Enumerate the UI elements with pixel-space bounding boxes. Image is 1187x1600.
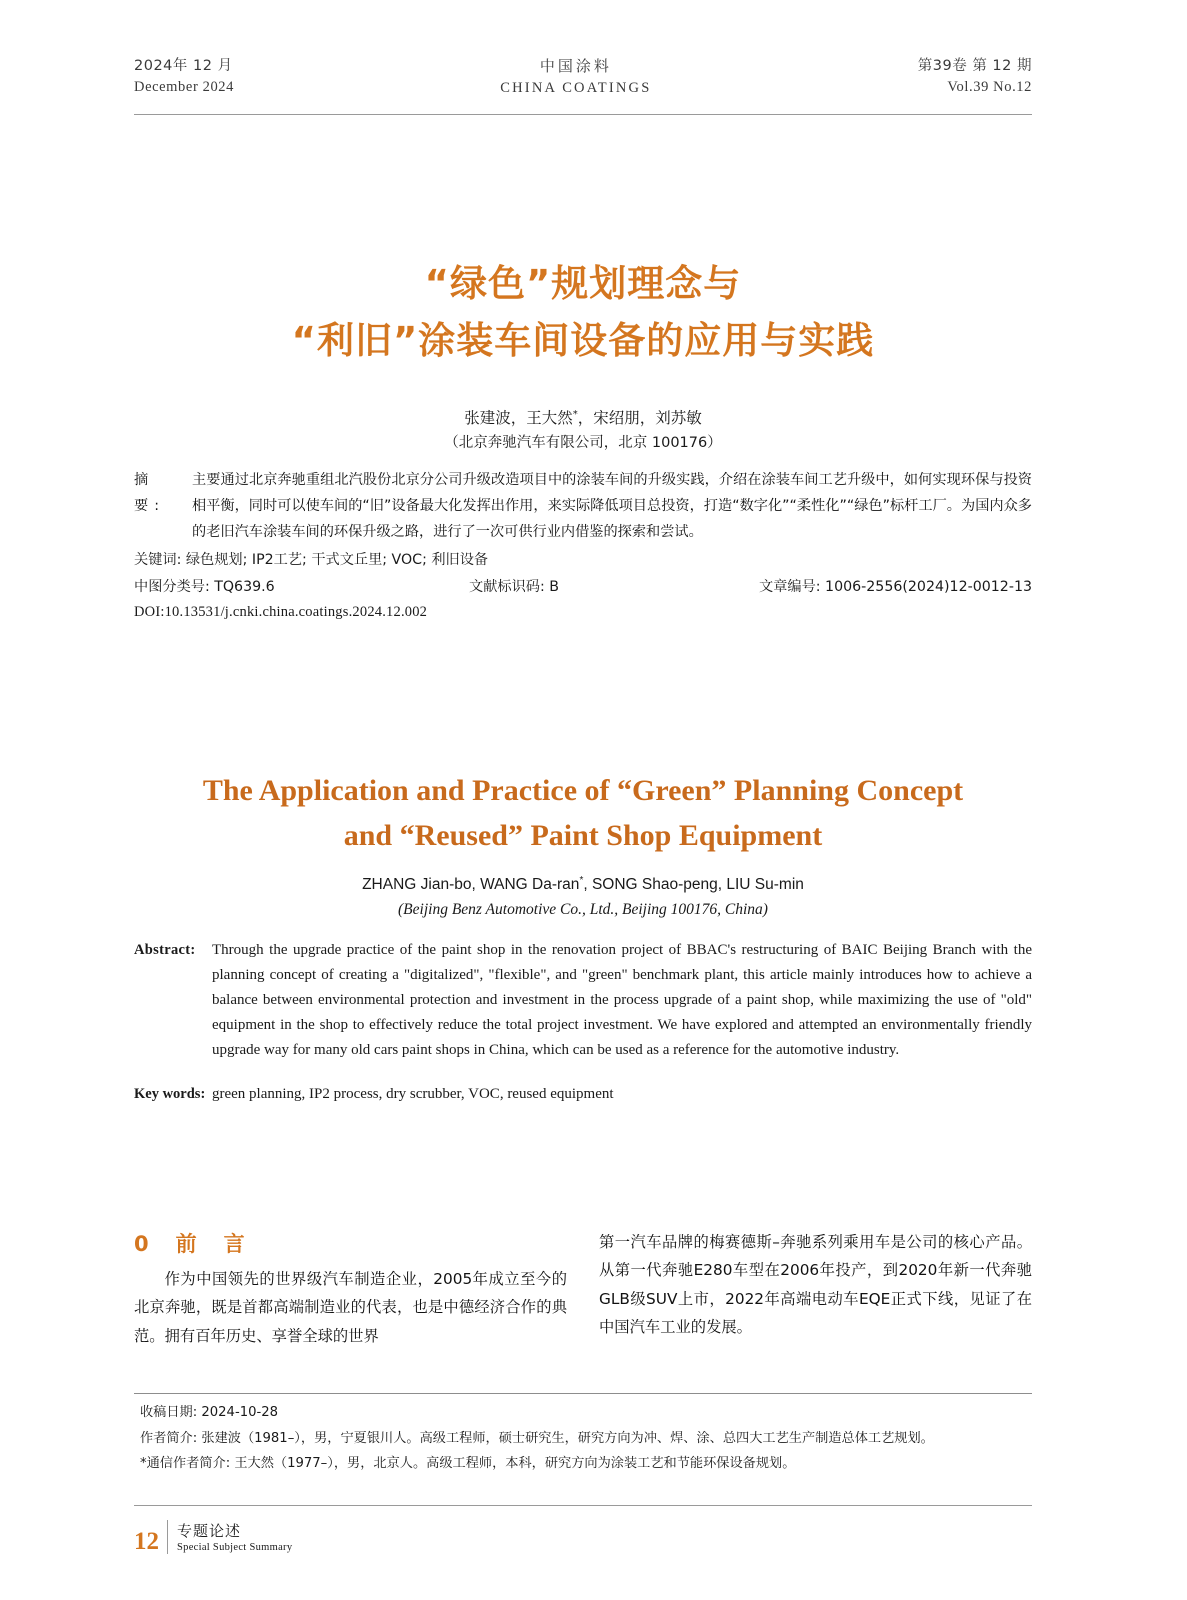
chinese-title-line-1: “绿色”规划理念与 bbox=[424, 262, 742, 305]
chinese-keywords: 关键词: 绿色规划; IP2工艺; 干式文丘里; VOC; 利旧设备 bbox=[134, 552, 489, 568]
english-abstract-label: Abstract: bbox=[134, 942, 196, 958]
english-abstract bbox=[134, 938, 1032, 1062]
volume-issue-cn: 第39卷 第 12 期 bbox=[917, 58, 1032, 74]
journal-name-cn: 中国涂料 bbox=[539, 57, 612, 75]
footnote-divider bbox=[134, 1393, 1032, 1394]
english-authors-head: ZHANG Jian-bo, WANG Da-ran bbox=[362, 876, 580, 894]
english-keywords bbox=[134, 1086, 1032, 1103]
doi: DOI:10.13531/j.cnki.china.coatings.2024.12.002 bbox=[134, 604, 428, 620]
body-paragraph-left: 作为中国领先的世界级汽车制造企业，2005年成立至今的北京奔驰，既是首都高端制造业的代表，也是中德经济合作的典范。拥有百年历史、享誉全球的世界 bbox=[134, 1270, 567, 1345]
english-affiliation: (Beijing Benz Automotive Co., Ltd., Beijing 100176, China) bbox=[398, 901, 768, 918]
article-id: 文章编号: 1006-2556(2024)12-0012-13 bbox=[759, 579, 1032, 595]
chinese-abstract-text: 主要通过北京奔驰重组北汽股份北京分公司升级改造项目中的涂装车间的升级实践，介绍在涂装车间工艺升级中，如何实现环保与投资相平衡，同时可以使车间的“旧”设备最大化发挥出作用，来实际降低项目总投资，打造“数字化”“柔性化”“绿色”标杆工厂。为国内众多的老旧汽车涂装车间的环保升级之路，进行了一次可供行业内借鉴的探索和尝试。 bbox=[192, 472, 1032, 540]
journal-name-en: CHINA COATINGS bbox=[500, 79, 652, 96]
page-footer bbox=[134, 1505, 1032, 1554]
chinese-authors-tail: ，宋绍朋，刘苏敏 bbox=[577, 409, 702, 427]
english-corresponding-marker: * bbox=[579, 875, 584, 886]
body-column-right bbox=[599, 1228, 1032, 1350]
corresponding-author-biography: *通信作者简介: 王大然（1977–），男，北京人。高级工程师，本科，研究方向为涂装工艺和节能环保设备规划。 bbox=[140, 1456, 796, 1472]
english-title bbox=[134, 768, 1032, 858]
running-head bbox=[134, 56, 1032, 115]
running-head-left bbox=[134, 56, 234, 98]
chinese-metadata-row bbox=[134, 576, 1032, 596]
running-head-right bbox=[918, 56, 1032, 98]
document-code: 文献标识码: B bbox=[469, 579, 559, 595]
issue-date-cn: 2024年 12 月 bbox=[134, 58, 233, 74]
body-column-left bbox=[134, 1265, 567, 1350]
english-abstract-text: Through the upgrade practice of the paint shop in the renovation project of BBAC's restructuring of BAIC Beijing Branch with the planning concept of creating a "digitalized", "flexible", and "green" benchmark plant, this article mainly introduces how to achieve a balance between environmental protection and investment in the process upgrade of a paint shop, while maximizing the use of "old" equipment in the shop to effectively reduce the total project investment. We have explored and attempted an environmentally friendly upgrade way for many old cars paint shops in China, which can be used as a reference for the automotive industry. bbox=[212, 942, 1032, 1058]
chinese-affiliation: （北京奔驰汽车有限公司，北京 100176） bbox=[444, 435, 722, 451]
chinese-abstract bbox=[134, 468, 1032, 546]
page-number: 12 bbox=[134, 1528, 159, 1555]
footer-divider bbox=[167, 1520, 168, 1554]
chinese-authors bbox=[134, 405, 1032, 432]
body-paragraph-right: 第一汽车品牌的梅赛德斯–奔驰系列乘用车是公司的核心产品。从第一代奔驰E280车型在2006年投产，到2020年新一代奔驰GLB级SUV上市，2022年高端电动车EQE正式下线，见证了在中国汽车工业的发展。 bbox=[599, 1233, 1032, 1336]
english-title-line-1: The Application and Practice of “Green” Planning Concept bbox=[202, 774, 964, 807]
chinese-abstract-label: 摘 要: bbox=[134, 472, 175, 514]
section-heading-introduction: 0 前 言 bbox=[134, 1232, 248, 1256]
received-date: 收稿日期: 2024-10-28 bbox=[140, 1405, 279, 1420]
corresponding-author-marker: * bbox=[572, 408, 578, 420]
footer-section-cn: 专题论述 bbox=[177, 1522, 242, 1541]
issue-date-en: December 2024 bbox=[134, 79, 234, 96]
english-authors-tail: , SONG Shao-peng, LIU Su-min bbox=[583, 876, 804, 894]
english-authors bbox=[134, 875, 1032, 894]
chinese-title-line-2: “利旧”涂装车间设备的应用与实践 bbox=[291, 319, 875, 363]
footnotes bbox=[140, 1400, 1032, 1477]
english-title-line-2: and “Reused” Paint Shop Equipment bbox=[343, 819, 823, 852]
footer-section-en: Special Subject Summary bbox=[177, 1541, 293, 1553]
clc-number: 中图分类号: TQ639.6 bbox=[134, 579, 275, 595]
author-biography: 作者简介: 张建波（1981–），男，宁夏银川人。高级工程师，硕士研究生，研究方向为冲、焊、涂、总四大工艺生产制造总体工艺规划。 bbox=[140, 1430, 934, 1446]
chinese-title bbox=[134, 255, 1032, 370]
footer-section bbox=[177, 1522, 292, 1554]
volume-issue-en: Vol.39 No.12 bbox=[947, 79, 1032, 96]
chinese-authors-head: 张建波，王大然 bbox=[464, 409, 573, 427]
running-head-journal bbox=[234, 56, 918, 99]
english-keywords-label: Key words: bbox=[134, 1086, 206, 1102]
english-keywords-text: green planning, IP2 process, dry scrubber, VOC, reused equipment bbox=[212, 1086, 614, 1102]
